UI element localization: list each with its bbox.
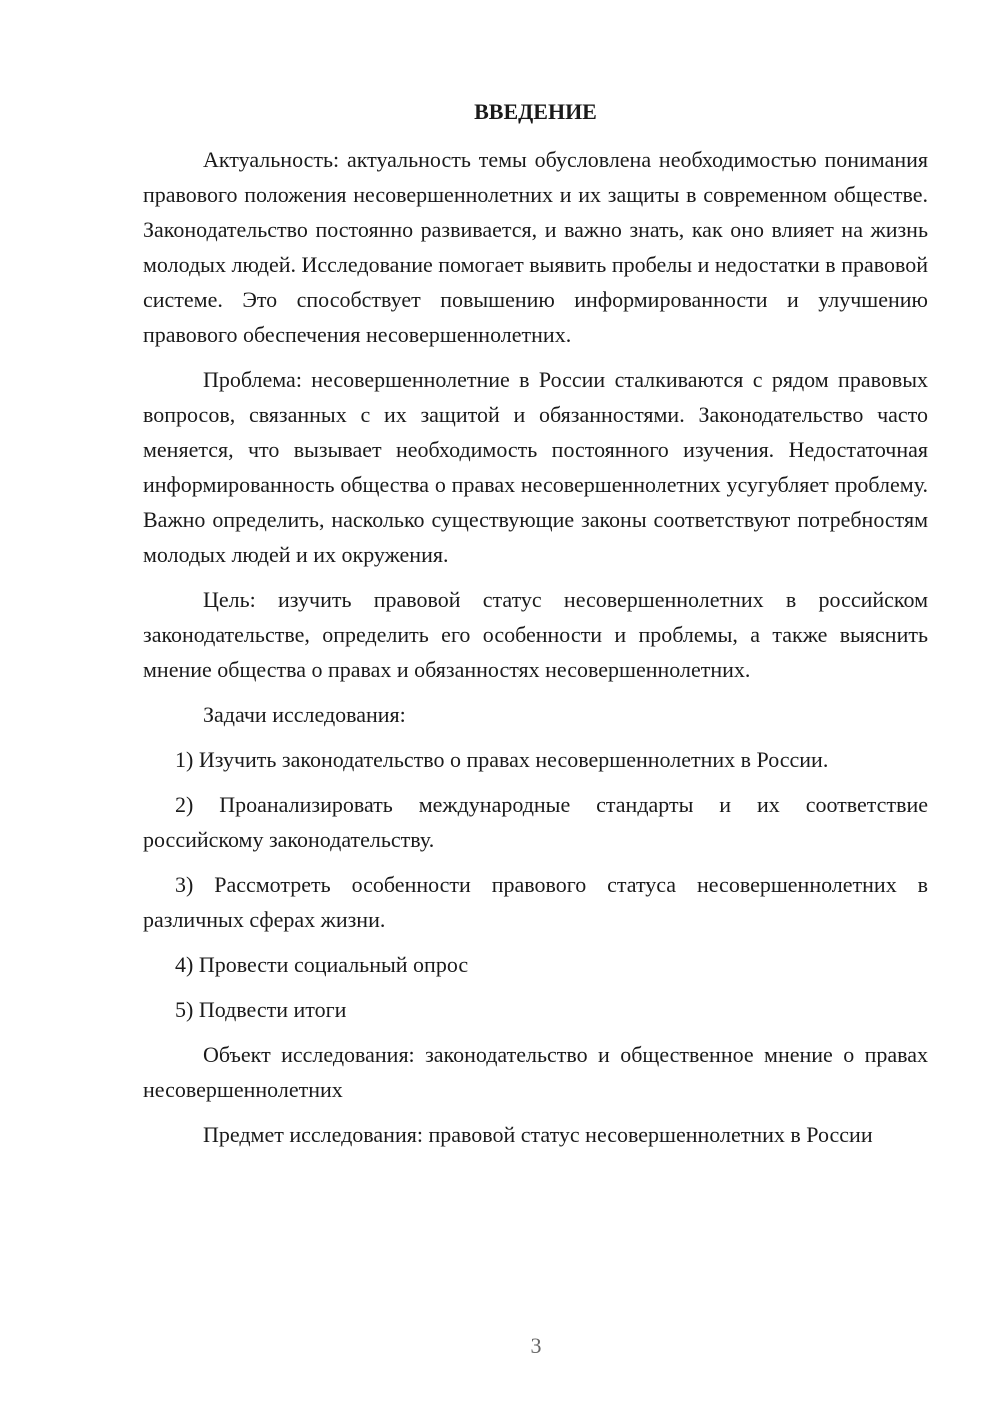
page-number: 3 — [530, 1333, 542, 1358]
paragraph-relevance: Актуальность: актуальность темы обусловлена необходимостью понимания правового положения несовершеннолетних и их защиты в современном обществе. Законодательство постоянно развивается, и важно знать, как оно влияет на жизнь молодых людей. Исследование помогает выявить пробелы и недостатки в правовой системе. Это способствует повышению информированности и улучшению правового обеспечения несовершеннолетних. — [143, 147, 928, 347]
paragraph-subject: Предмет исследования: правовой статус несовершеннолетних в России — [203, 1122, 873, 1147]
page-title: ВВЕДЕНИЕ — [474, 99, 597, 124]
paragraph-goal: Цель: изучить правовой статус несовершеннолетних в российском законодательстве, определить его особенности и проблемы, а также выяснить мнение общества о правах и обязанностях несовершеннолетних. — [143, 587, 928, 682]
list-item-task-3: 3) Рассмотреть особенности правового статуса несовершеннолетних в различных сферах жизни. — [143, 872, 928, 932]
list-item-task-4: 4) Провести социальный опрос — [175, 952, 469, 977]
list-item-task-5: 5) Подвести итоги — [175, 997, 347, 1022]
paragraph-problem: Проблема: несовершеннолетние в России сталкиваются с рядом правовых вопросов, связанных с их защитой и обязанностями. Законодательство часто меняется, что вызывает необходимость постоянного изучения. Недостаточная информированность общества о правах несовершеннолетних усугубляет проблему. Важно определить, насколько существующие законы соответствуют потребностям молодых людей и их окружения. — [143, 367, 928, 567]
list-item-task-2: 2) Проанализировать международные стандарты и их соответствие российскому законодательству. — [143, 792, 928, 852]
list-item-task-1: 1) Изучить законодательство о правах несовершеннолетних в России. — [175, 747, 829, 772]
paragraph-object: Объект исследования: законодательство и общественное мнение о правах несовершеннолетних — [143, 1042, 928, 1102]
document-page — [143, 94, 928, 1162]
paragraph-tasks-intro: Задачи исследования: — [203, 702, 406, 727]
